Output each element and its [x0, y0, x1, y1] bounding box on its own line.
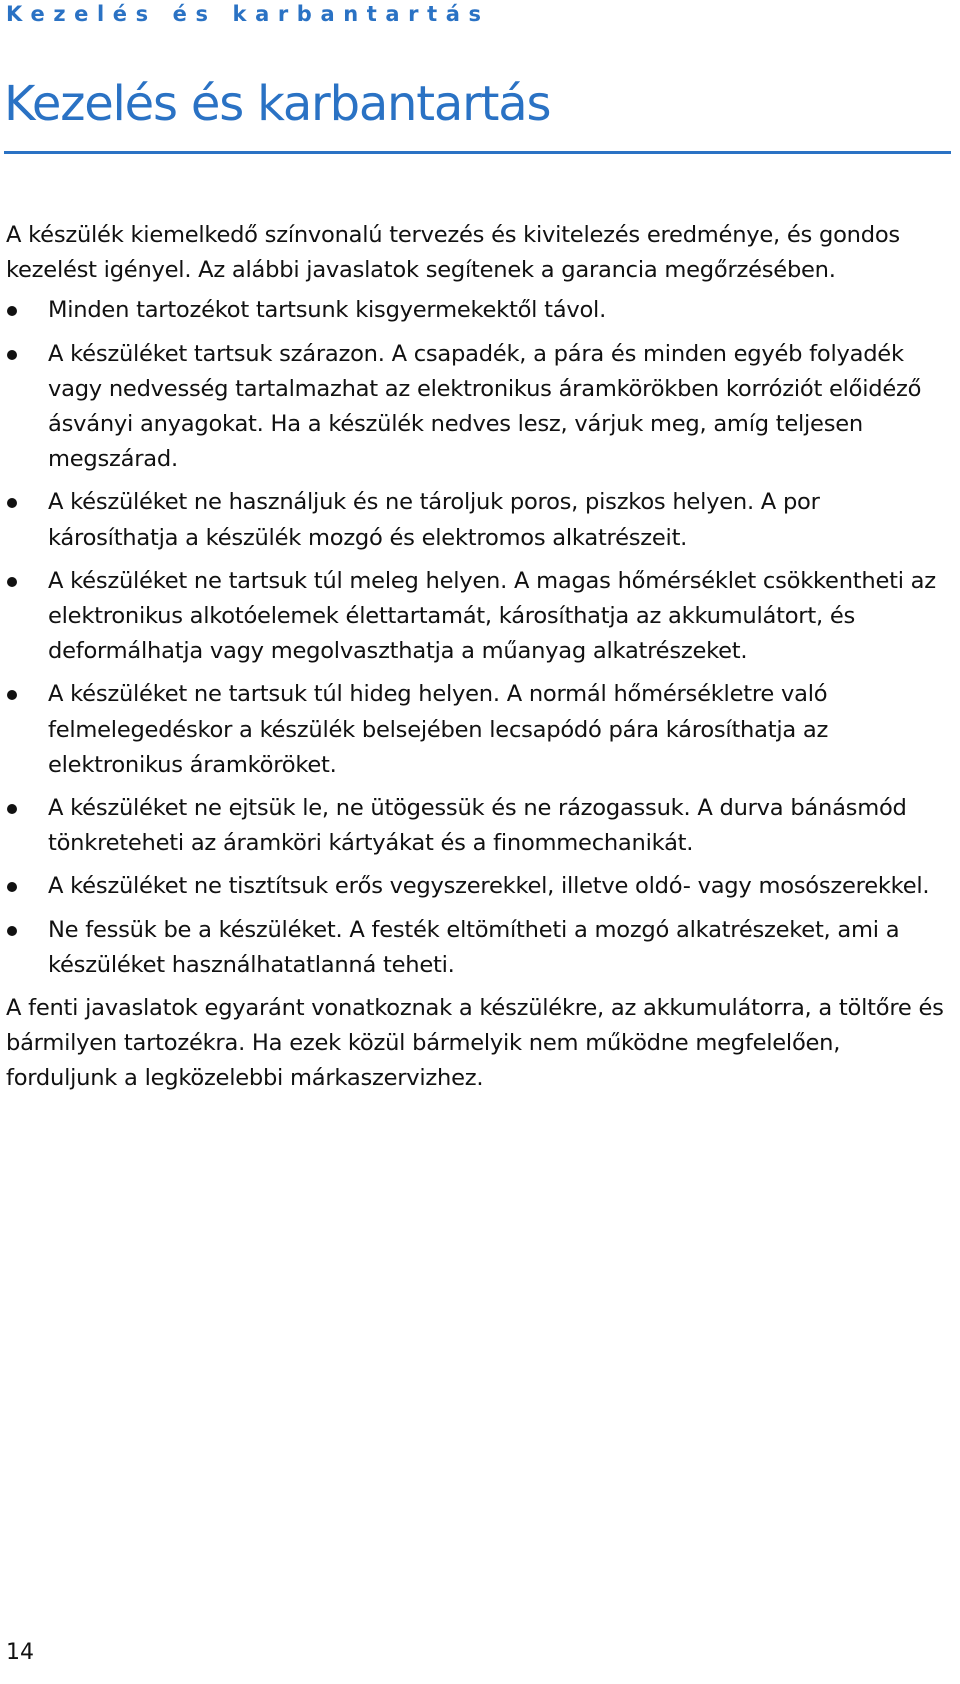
- body-content: [6, 218, 951, 1097]
- bullet-list: [6, 293, 951, 983]
- bullet-icon: [7, 498, 17, 508]
- bullet-icon: [7, 882, 17, 892]
- list-item-text: A készüléket ne tisztítsuk erős vegyszerekkel, illetve oldó- vagy mosószerekkel.: [48, 873, 930, 900]
- list-item-text: Minden tartozékot tartsunk kisgyermekektől távol.: [48, 297, 606, 324]
- list-item-text: Ne fessük be a készüléket. A festék eltömítheti a mozgó alkatrészeket, ami a készüléket használhatatlanná teheti.: [48, 916, 900, 978]
- list-item: [6, 677, 951, 783]
- running-head: Kezelés és karbantartás: [6, 2, 490, 26]
- bullet-icon: [7, 350, 17, 360]
- list-item: [6, 869, 951, 904]
- list-item-text: A készüléket ne tartsuk túl meleg helyen. A magas hőmérséklet csökkentheti az elektronikus alkotóelemek élettartamát, károsíthatja az akkumulátort, és deformálhatja vagy megolvaszthatja a műanyag alkatrészeket.: [48, 567, 936, 665]
- page-number: 14: [6, 1640, 34, 1665]
- list-item: [6, 913, 951, 983]
- list-item: [6, 564, 951, 670]
- list-item: [6, 485, 951, 555]
- bullet-icon: [7, 306, 17, 316]
- list-item: [6, 337, 951, 478]
- list-item-text: A készüléket ne ejtsük le, ne ütögessük és ne rázogassuk. A durva bánásmód tönkreteheti az áramköri kártyákat és a finommechanikát.: [48, 795, 907, 857]
- list-item-text: A készüléket ne tartsuk túl hideg helyen. A normál hőmérsékletre való felmelegedéskor a készülék belsejében lecsapódó pára károsíthatja az elektronikus áramköröket.: [48, 681, 829, 778]
- closing-paragraph: A fenti javaslatok egyaránt vonatkoznak a készülékre, az akkumulátorra, a töltőre és bármilyen tartozékra. Ha ezek közül bármelyik nem működne megfelelően, forduljunk a legközelebbi márkaszervizhez.: [6, 995, 944, 1092]
- bullet-icon: [7, 577, 17, 587]
- page-title: Kezelés és karbantartás: [4, 76, 551, 132]
- list-item-text: A készüléket ne használjuk és ne tároljuk poros, piszkos helyen. A por károsíthatja a készülék mozgó és elektromos alkatrészeit.: [48, 489, 820, 551]
- bullet-icon: [7, 690, 17, 700]
- list-item: [6, 293, 951, 328]
- bullet-icon: [7, 926, 17, 936]
- intro-paragraph: A készülék kiemelkedő színvonalú tervezés és kivitelezés eredménye, és gondos kezelést igényel. Az alábbi javaslatok segítenek a garancia megőrzésében.: [6, 222, 900, 284]
- list-item: [6, 791, 951, 861]
- bullet-icon: [7, 804, 17, 814]
- list-item-text: A készüléket tartsuk szárazon. A csapadék, a pára és minden egyéb folyadék vagy nedvesség tartalmazhat az elektronikus áramkörökben korróziót előidéző ásványi anyagokat. Ha a készülék nedves lesz, várjuk meg, amíg teljesen megszárad.: [48, 340, 922, 473]
- title-divider: [4, 151, 951, 154]
